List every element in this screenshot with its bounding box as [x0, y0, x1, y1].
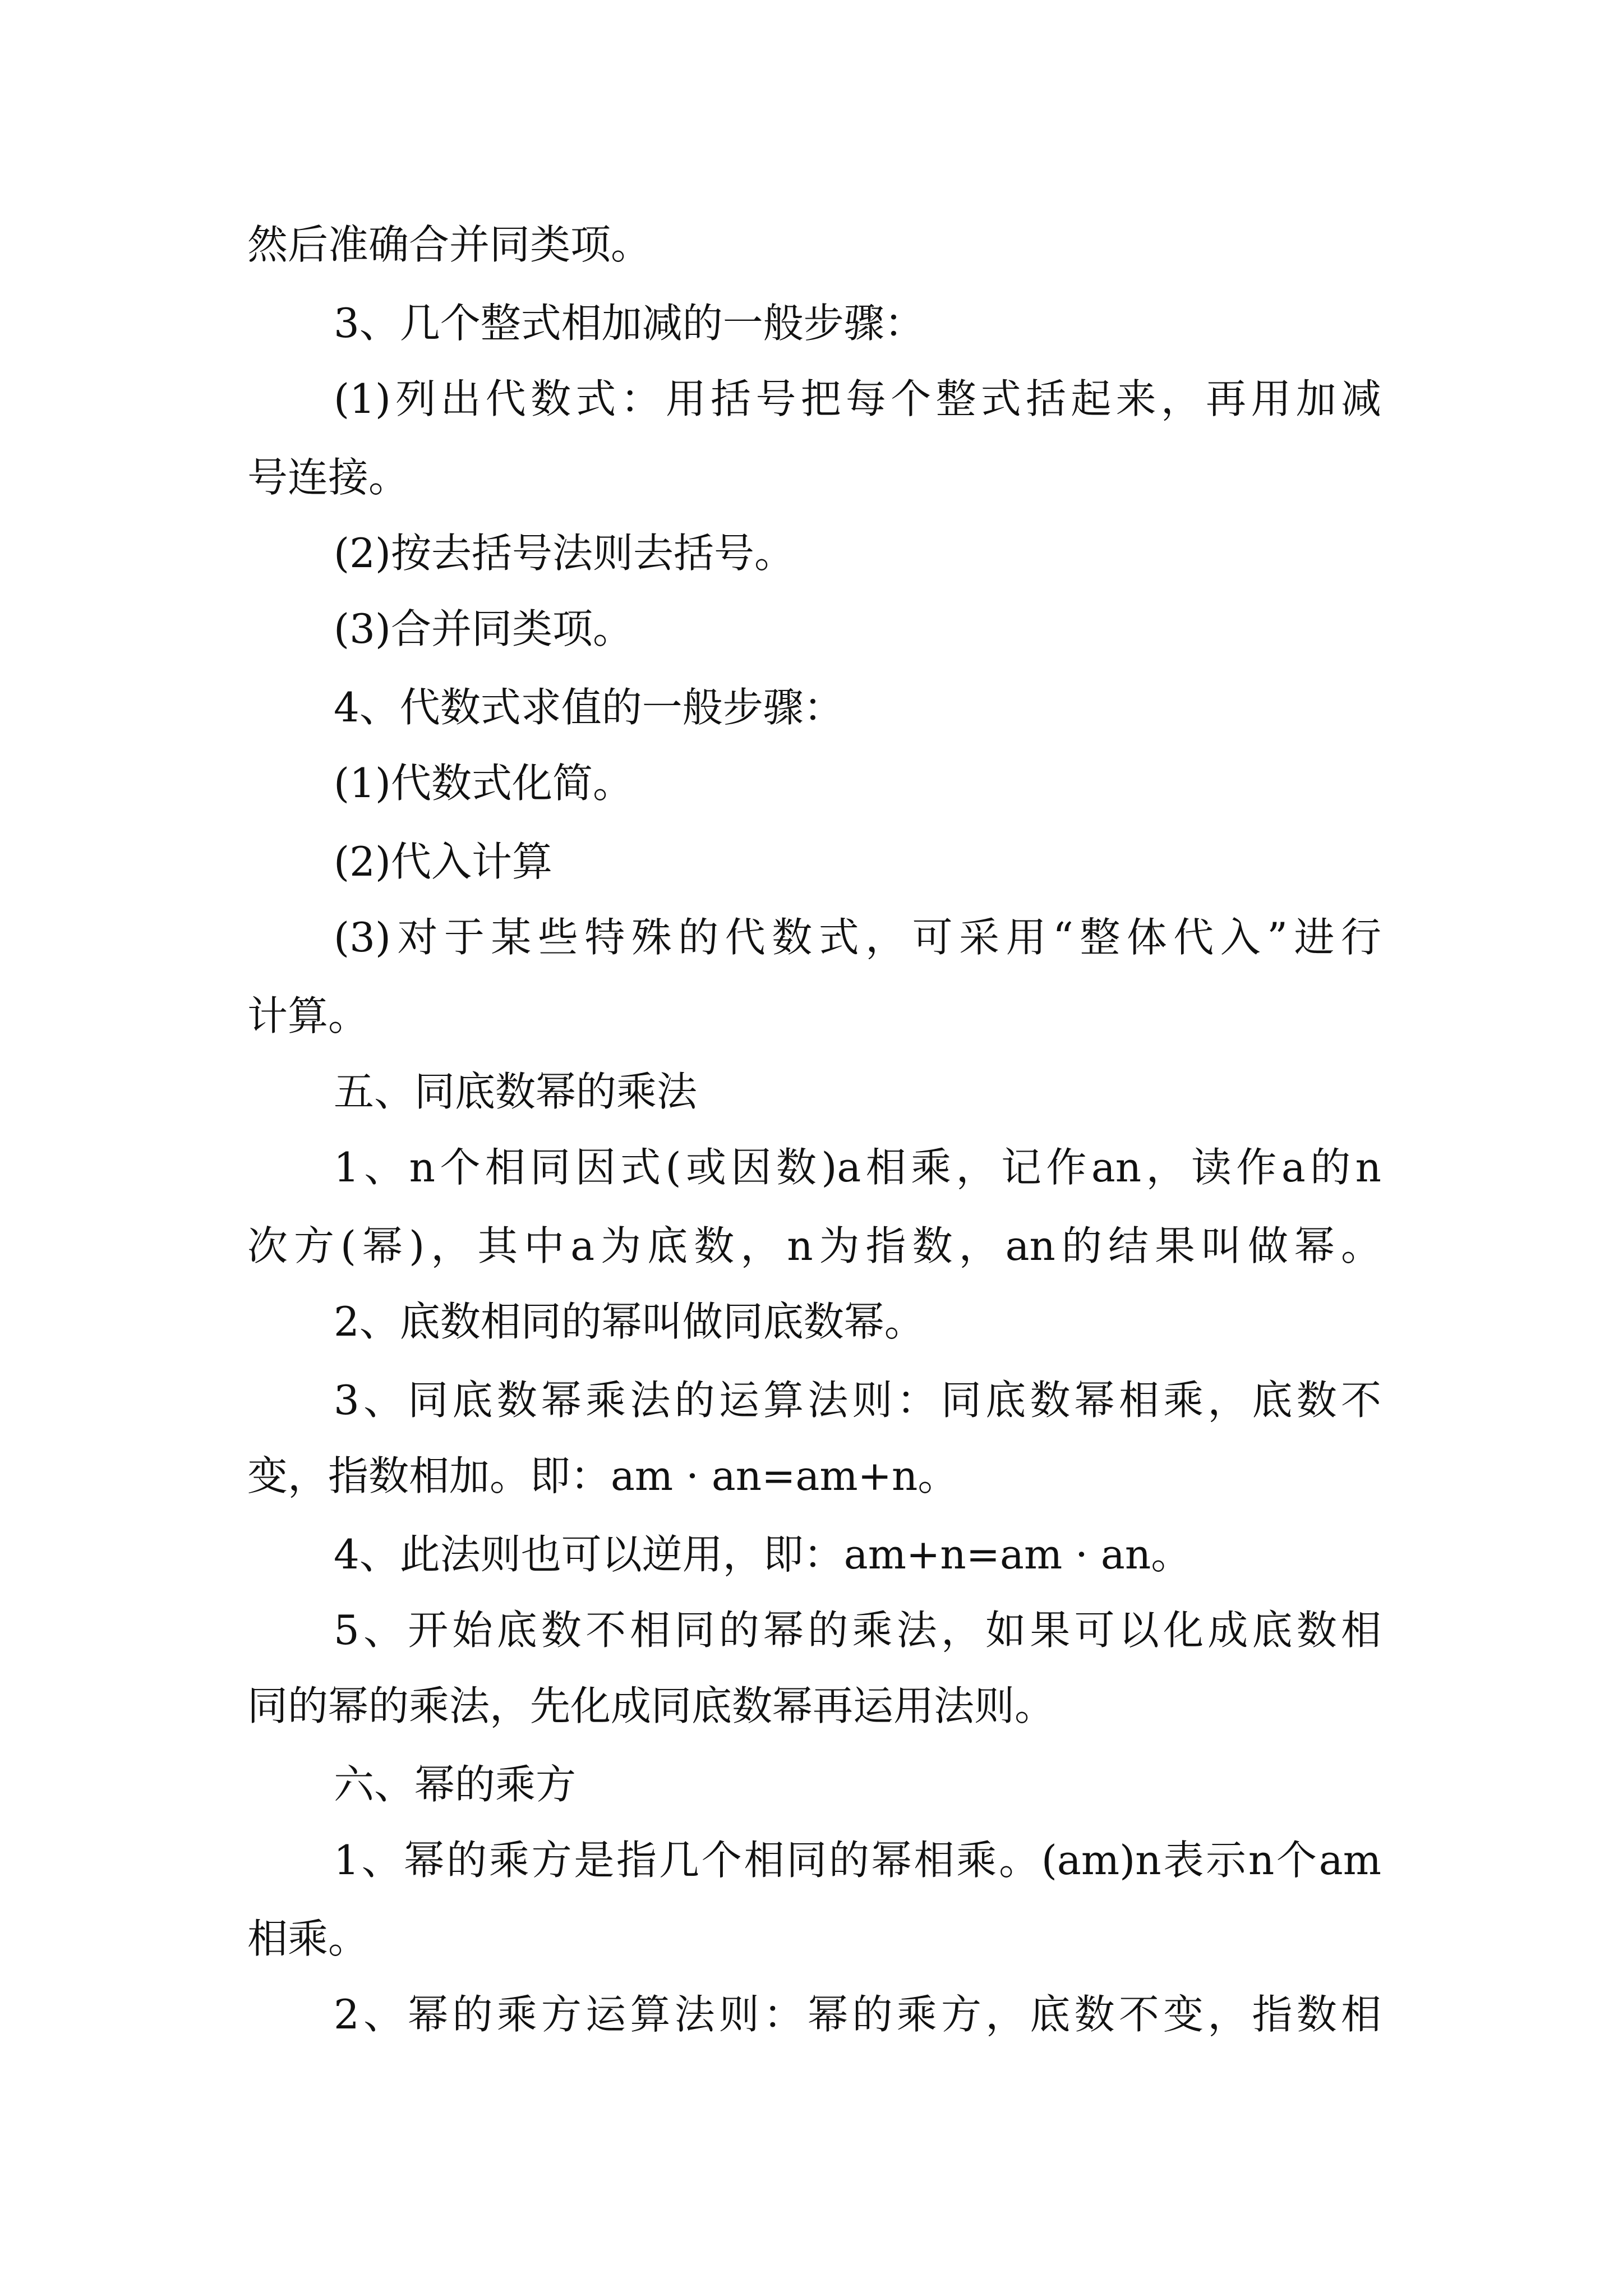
list-heading: 3、几个整式相加减的一般步骤： [334, 300, 925, 347]
section-heading: 五、同底数幂的乘法 [334, 1068, 698, 1115]
text-line: 2、幂的乘方运算法则：幂的乘方，底数不变，指数相 [334, 1991, 1381, 2038]
list-item: (2)代入计算 [334, 838, 552, 885]
list-item: (3)合并同类项。 [334, 605, 633, 652]
text-line: 2、底数相同的幂叫做同底数幂。 [334, 1298, 925, 1345]
text-line: (1)列出代数式：用括号把每个整式括起来，再用加减 [334, 375, 1381, 422]
text-line: 号连接。 [247, 454, 409, 501]
text-line: 1、幂的乘方是指几个相同的幂相乘。(am)n表示n个am [334, 1837, 1381, 1884]
text-line: 5、开始底数不相同的幂的乘法，如果可以化成底数相 [334, 1607, 1381, 1654]
list-item: (1)代数式化简。 [334, 760, 633, 807]
text-line: 变，指数相加。即：am · an=am+n。 [247, 1452, 958, 1499]
list-heading: 4、代数式求值的一般步骤： [334, 684, 844, 731]
text-line: 计算。 [247, 992, 369, 1039]
text-line: 相乘。 [247, 1915, 369, 1962]
text-line: 同的幂的乘法，先化成同底数幂再运用法则。 [247, 1682, 1055, 1729]
text-line: 然后准确合并同类项。 [247, 221, 652, 268]
list-item: (2)按去括号法则去括号。 [334, 530, 795, 577]
text-line: 3、同底数幂乘法的运算法则：同底数幂相乘，底数不 [334, 1377, 1381, 1424]
text-line: 次方(幂)，其中a为底数，n为指数，an的结果叫做幂。 [247, 1222, 1381, 1269]
text-line: 1、n个相同因式(或因数)a相乘，记作an，读作a的n [334, 1144, 1381, 1191]
text-line: 4、此法则也可以逆用，即：am+n=am · an。 [334, 1531, 1192, 1578]
section-heading: 六、幂的乘方 [334, 1761, 577, 1808]
list-item: (3)对于某些特殊的代数式，可采用“整体代入”进行 [334, 914, 1381, 961]
